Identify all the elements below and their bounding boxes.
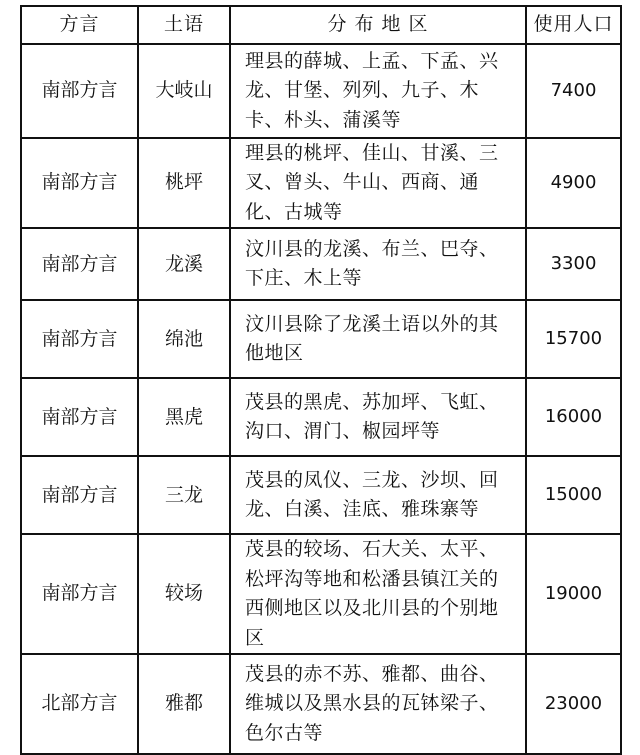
dialect-cell: 南部方言 [21, 138, 138, 228]
table-row [21, 456, 621, 534]
table-row [21, 654, 621, 754]
subdialect-cell: 黑虎 [138, 378, 230, 456]
population-cell: 3300 [526, 228, 621, 300]
region-cell: 茂县的较场、石大关、太平、松坪沟等地和松潘县镇江关的西侧地区以及北川县的个别地区 [230, 534, 526, 654]
dialect-table-container [20, 5, 620, 744]
region-cell: 理县的薛城、上孟、下孟、兴龙、甘堡、列列、九子、木卡、朴头、蒲溪等 [230, 44, 526, 138]
region-cell: 理县的桃坪、佳山、甘溪、三叉、曾头、牛山、西商、通化、古城等 [230, 138, 526, 228]
table-row [21, 300, 621, 378]
population-cell: 4900 [526, 138, 621, 228]
subdialect-cell: 雅都 [138, 654, 230, 754]
table-header-row [21, 6, 621, 44]
dialect-cell: 南部方言 [21, 378, 138, 456]
subdialect-cell: 大岐山 [138, 44, 230, 138]
population-cell: 7400 [526, 44, 621, 138]
table-row [21, 378, 621, 456]
region-cell: 汶川县的龙溪、布兰、巴夺、下庄、木上等 [230, 228, 526, 300]
subdialect-cell: 较场 [138, 534, 230, 654]
table-row [21, 44, 621, 138]
subdialect-cell: 桃坪 [138, 138, 230, 228]
dialect-cell: 南部方言 [21, 228, 138, 300]
population-cell: 15700 [526, 300, 621, 378]
table-row [21, 138, 621, 228]
dialect-cell: 南部方言 [21, 44, 138, 138]
region-cell: 茂县的赤不苏、雅都、曲谷、维城以及黑水县的瓦钵梁子、色尔古等 [230, 654, 526, 754]
dialect-distribution-table [20, 5, 622, 755]
header-region: 分 布 地 区 [230, 6, 526, 44]
population-cell: 15000 [526, 456, 621, 534]
table-row [21, 534, 621, 654]
subdialect-cell: 龙溪 [138, 228, 230, 300]
region-cell: 茂县的凤仪、三龙、沙坝、回龙、白溪、洼底、雅珠寨等 [230, 456, 526, 534]
subdialect-cell: 绵池 [138, 300, 230, 378]
dialect-cell: 南部方言 [21, 300, 138, 378]
population-cell: 19000 [526, 534, 621, 654]
population-cell: 23000 [526, 654, 621, 754]
region-cell: 汶川县除了龙溪土语以外的其他地区 [230, 300, 526, 378]
region-cell: 茂县的黑虎、苏加坪、飞虹、沟口、渭门、椒园坪等 [230, 378, 526, 456]
subdialect-cell: 三龙 [138, 456, 230, 534]
header-dialect: 方言 [21, 6, 138, 44]
population-cell: 16000 [526, 378, 621, 456]
dialect-cell: 南部方言 [21, 456, 138, 534]
table-row [21, 228, 621, 300]
dialect-cell: 北部方言 [21, 654, 138, 754]
header-subdialect: 土语 [138, 6, 230, 44]
header-population: 使用人口 [526, 6, 621, 44]
dialect-cell: 南部方言 [21, 534, 138, 654]
